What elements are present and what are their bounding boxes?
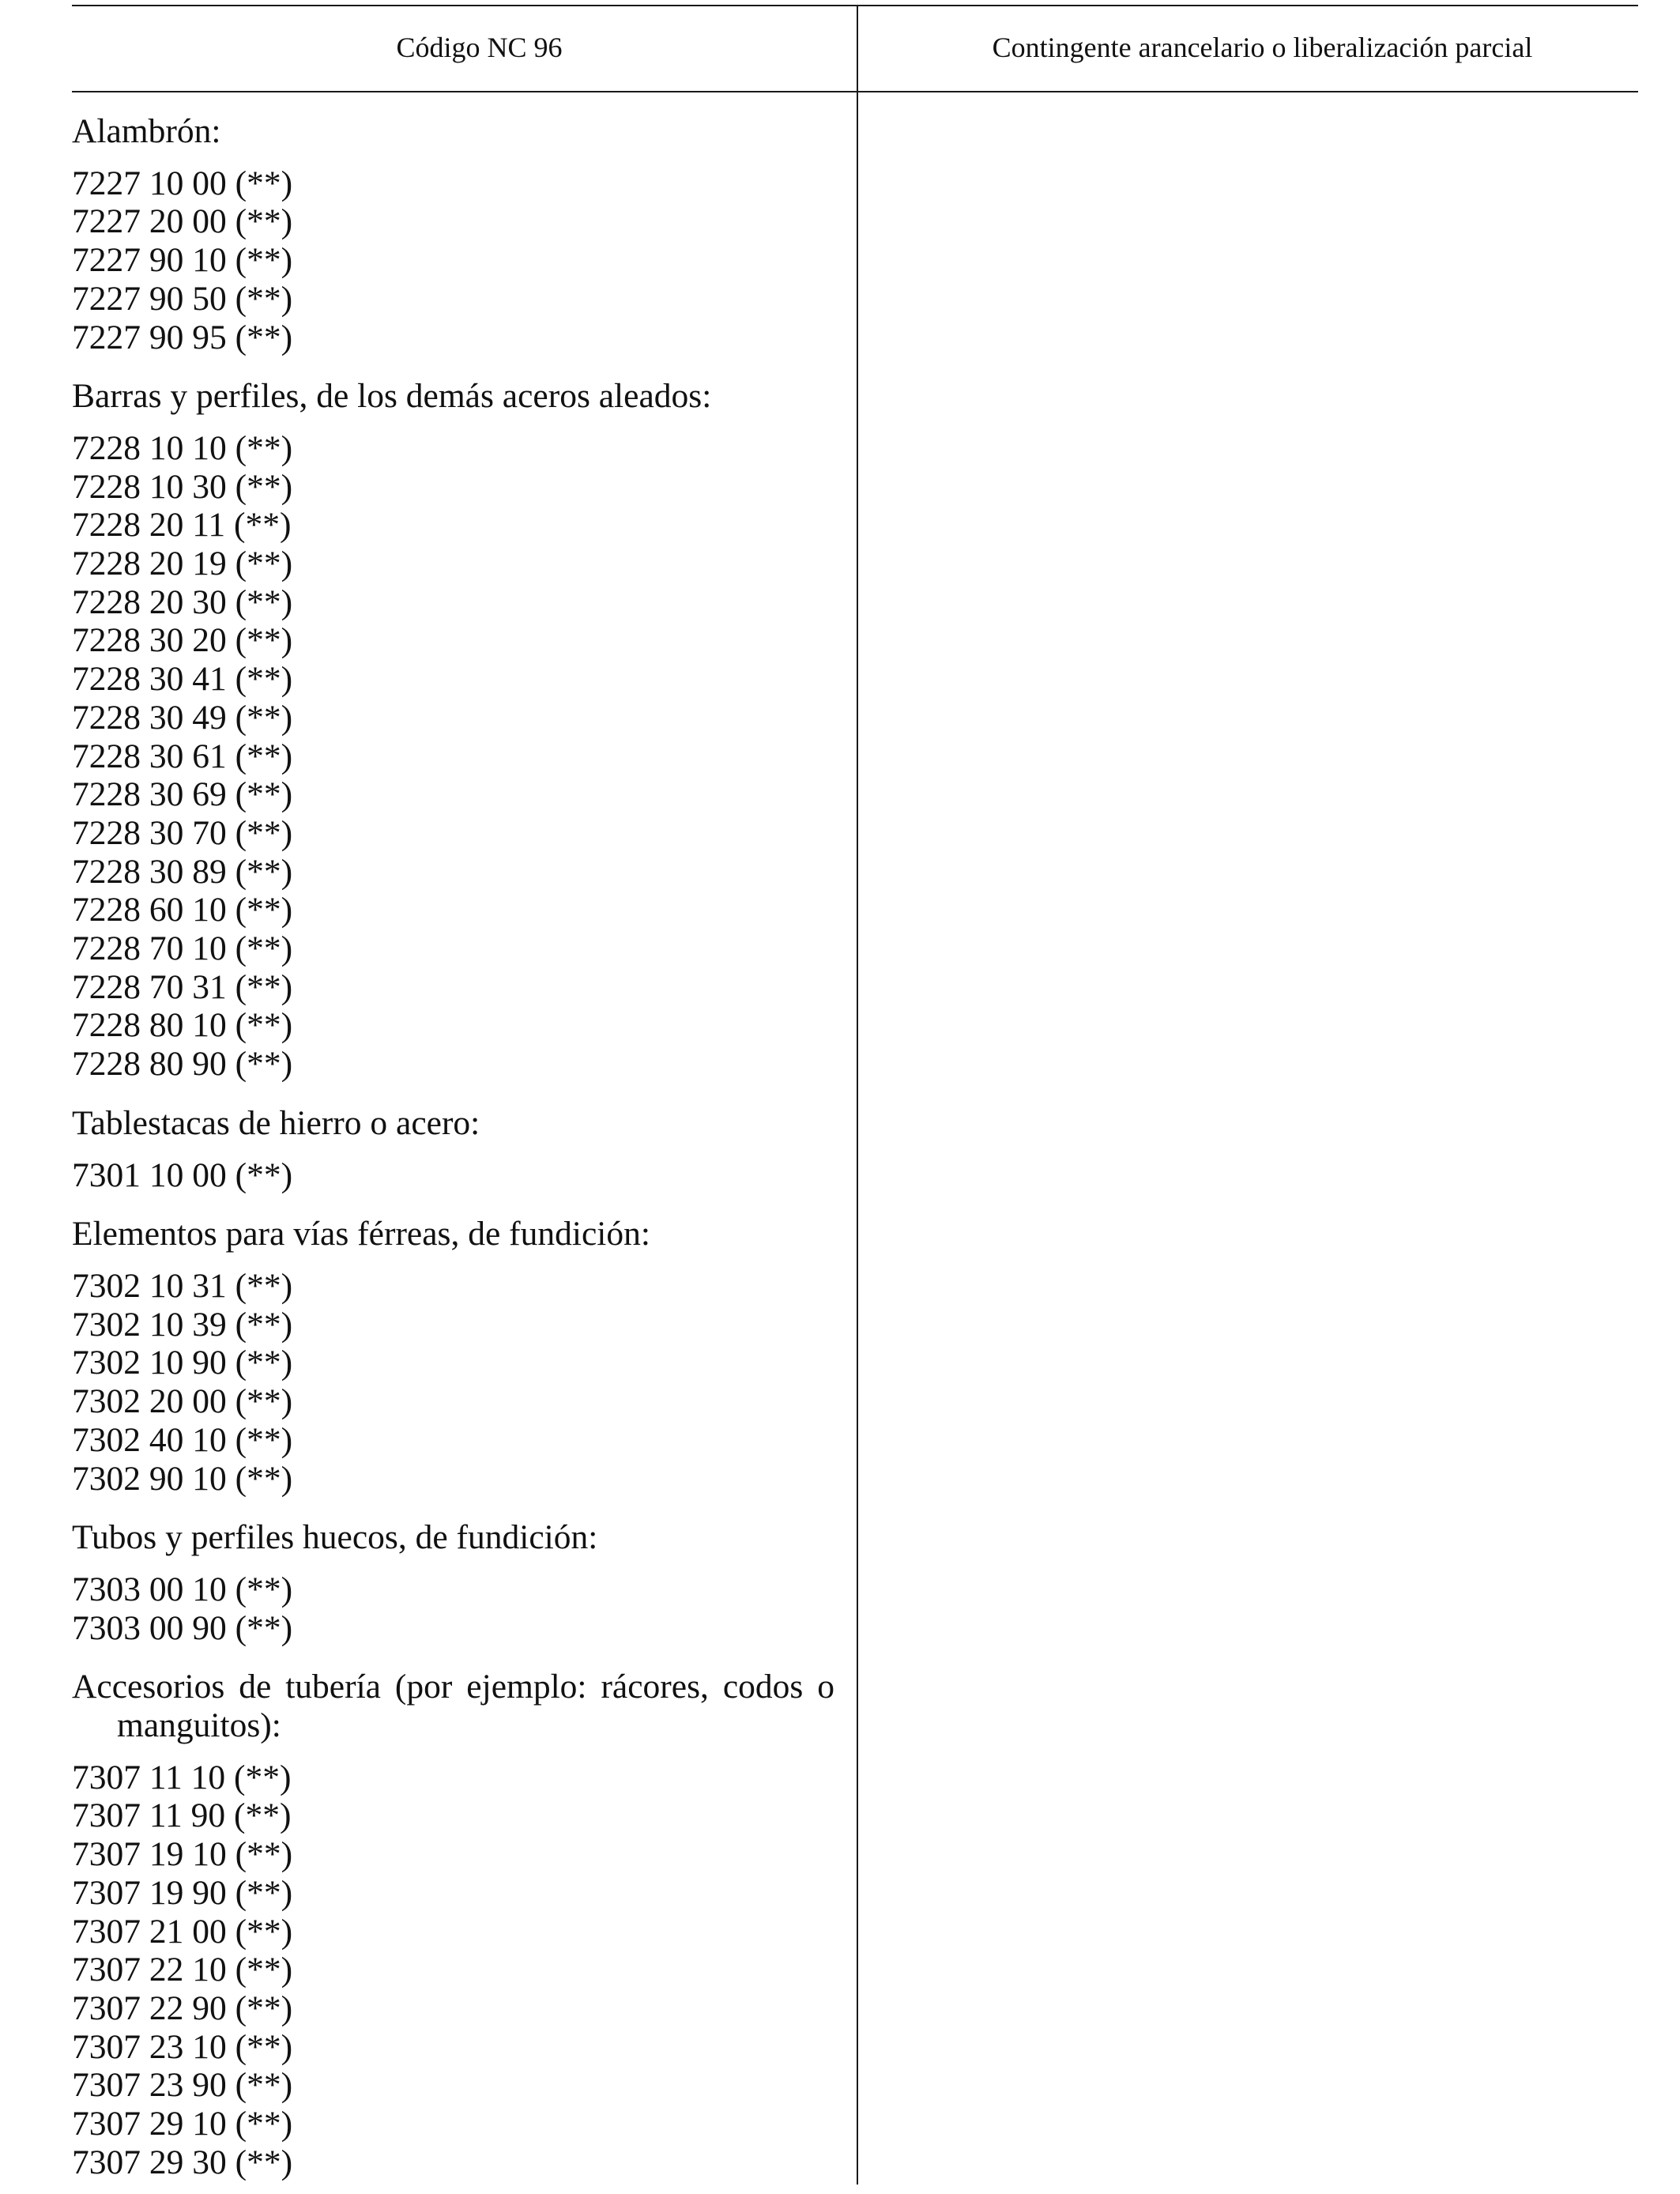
tariff-code: 7228 10 30 (**) xyxy=(72,467,293,506)
tariff-code: 7307 11 90 (**) xyxy=(72,1796,292,1835)
code-column xyxy=(72,112,834,2181)
section-heading: Accesorios de tubería (por ejemplo: rácores, codos o manguitos): xyxy=(72,1668,834,1745)
tariff-code: 7228 30 69 (**) xyxy=(72,775,293,814)
tariff-code: 7303 00 10 (**) xyxy=(72,1570,293,1608)
tariff-code: 7228 30 89 (**) xyxy=(72,852,293,891)
quota-column xyxy=(858,92,1638,2179)
tariff-code: 7228 70 10 (**) xyxy=(72,929,293,968)
tariff-code: 7228 20 11 (**) xyxy=(72,506,292,545)
tariff-code: 7227 10 00 (**) xyxy=(72,164,293,202)
column-header-quota xyxy=(858,6,1638,91)
section-heading: Elementos para vías férreas, de fundición: xyxy=(72,1215,650,1253)
tariff-code: 7302 10 39 (**) xyxy=(72,1305,293,1344)
tariff-code: 7307 23 90 (**) xyxy=(72,2066,293,2105)
tariff-code: 7228 80 90 (**) xyxy=(72,1045,293,1084)
section-tubos-perfiles-huecos xyxy=(72,1518,834,1647)
tariff-code: 7302 90 10 (**) xyxy=(72,1459,293,1498)
tariff-code: 7302 10 31 (**) xyxy=(72,1266,293,1305)
tariff-code: 7307 19 10 (**) xyxy=(72,1835,293,1874)
tariff-code: 7228 30 20 (**) xyxy=(72,621,293,660)
section-elementos-vias-ferreas xyxy=(72,1215,834,1498)
column-header-code-label: Código NC 96 xyxy=(396,31,563,63)
tariff-code: 7302 40 10 (**) xyxy=(72,1420,293,1459)
tariff-code: 7228 80 10 (**) xyxy=(72,1006,293,1045)
section-heading: Barras y perfiles, de los demás aceros aleados: xyxy=(72,377,712,416)
tariff-code: 7307 11 10 (**) xyxy=(72,1758,292,1796)
tariff-code: 7228 60 10 (**) xyxy=(72,891,293,929)
tariff-code: 7228 30 61 (**) xyxy=(72,737,293,775)
tariff-code: 7227 90 95 (**) xyxy=(72,318,293,356)
tariff-code: 7228 20 19 (**) xyxy=(72,545,293,583)
section-tablestacas xyxy=(72,1104,834,1194)
tariff-code: 7302 20 00 (**) xyxy=(72,1382,293,1421)
tariff-code: 7307 21 00 (**) xyxy=(72,1912,293,1951)
section-barras-perfiles xyxy=(72,377,834,1084)
tariff-code: 7227 20 00 (**) xyxy=(72,202,293,241)
tariff-code: 7227 90 10 (**) xyxy=(72,241,293,280)
section-alambron xyxy=(72,112,834,356)
tariff-code: 7301 10 00 (**) xyxy=(72,1155,293,1194)
tariff-code: 7307 22 10 (**) xyxy=(72,1951,293,1989)
tariff-code: 7307 22 90 (**) xyxy=(72,1989,293,2027)
tariff-code: 7307 29 30 (**) xyxy=(72,2143,293,2181)
tariff-code: 7228 20 30 (**) xyxy=(72,582,293,621)
tariff-code: 7307 29 10 (**) xyxy=(72,2105,293,2143)
tariff-code: 7228 10 10 (**) xyxy=(72,428,293,467)
tariff-code: 7228 30 49 (**) xyxy=(72,698,293,737)
tariff-code: 7228 30 41 (**) xyxy=(72,660,293,699)
section-heading: Alambrón: xyxy=(72,112,221,150)
column-header-code xyxy=(72,6,857,91)
section-heading: Tubos y perfiles huecos, de fundición: xyxy=(72,1518,598,1557)
section-accesorios-tuberia xyxy=(72,1668,834,2181)
tariff-code: 7302 10 90 (**) xyxy=(72,1344,293,1382)
tariff-code: 7303 00 90 (**) xyxy=(72,1608,293,1647)
tariff-code: 7227 90 50 (**) xyxy=(72,279,293,318)
tariff-code: 7228 30 70 (**) xyxy=(72,813,293,852)
tariff-code: 7307 19 90 (**) xyxy=(72,1873,293,1912)
tariff-code: 7307 23 10 (**) xyxy=(72,2027,293,2066)
section-heading: Tablestacas de hierro o acero: xyxy=(72,1103,480,1142)
column-header-quota-label: Contingente arancelario o liberalización parcial xyxy=(992,31,1533,63)
tariff-code: 7228 70 31 (**) xyxy=(72,967,293,1006)
